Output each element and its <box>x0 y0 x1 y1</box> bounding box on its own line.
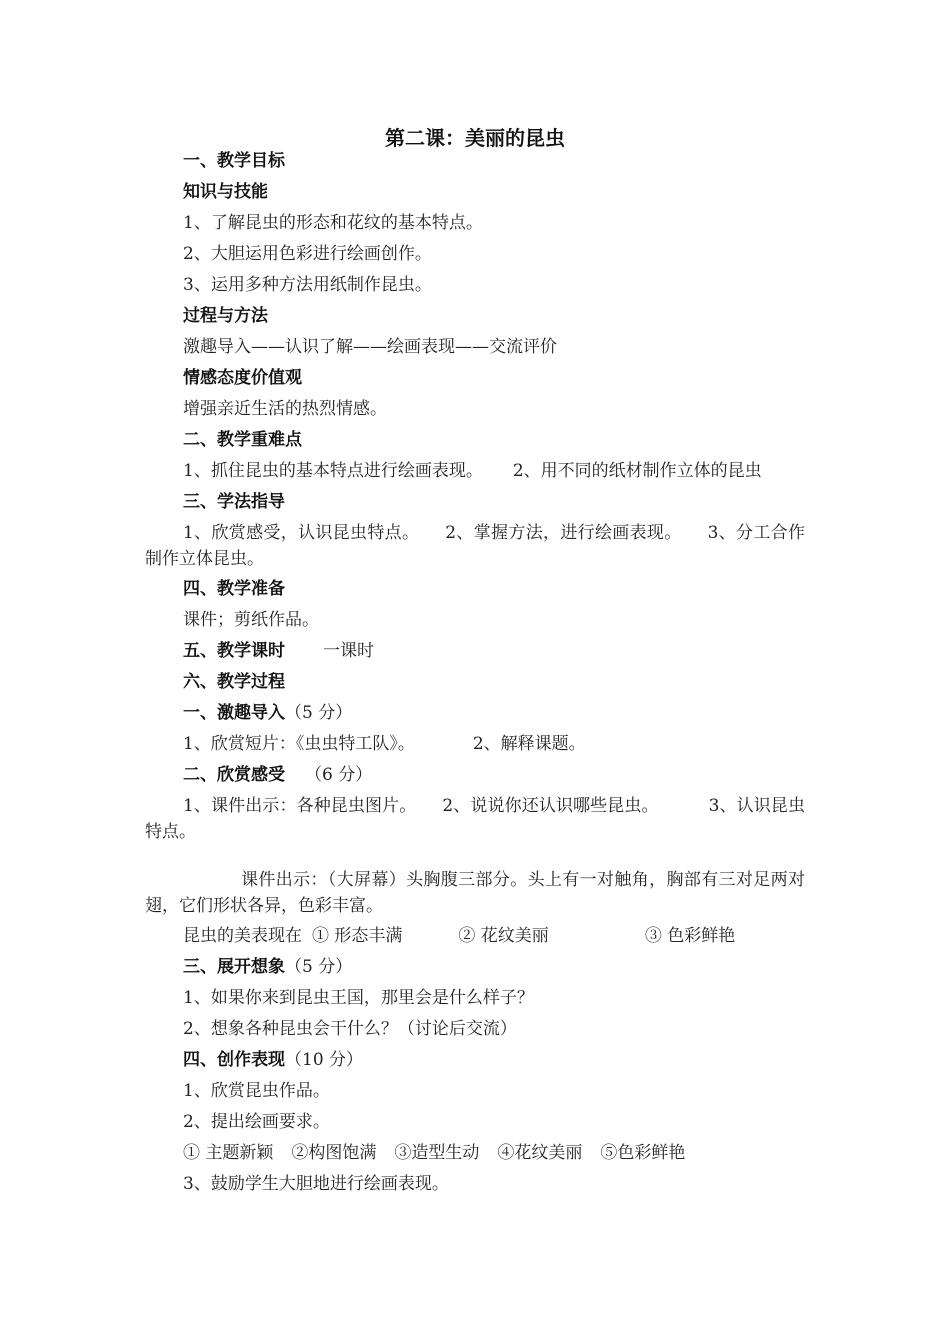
requirement-4: ④花纹美丽 <box>497 1143 583 1163</box>
step-4-item-3: 3、鼓励学生大胆地进行绘画表现。 <box>183 1174 449 1194</box>
section-study-guide-heading: 三、学法指导 <box>183 492 285 512</box>
step-2-heading: 二、欣赏感受 <box>183 765 285 785</box>
emotion-text: 增强亲近生活的热烈情感。 <box>183 399 387 419</box>
key-points-line <box>183 458 823 484</box>
goal-item-1: 1、了解昆虫的形态和花纹的基本特点。 <box>183 213 483 233</box>
step-2-heading-line <box>183 762 813 788</box>
preparation-text: 课件；剪纸作品。 <box>183 610 319 630</box>
step-4-heading-line <box>183 1047 813 1073</box>
step-1-heading-line <box>183 700 813 726</box>
study-guide-item-2: 2、掌握方法，进行绘画表现。 <box>445 523 682 543</box>
insect-beauty-2: ② 花纹美丽 <box>458 926 549 946</box>
requirement-1: ① 主题新颖 <box>183 1143 274 1163</box>
subheading-knowledge-skills: 知识与技能 <box>183 182 268 202</box>
document-title: 第二课：美丽的昆虫 <box>385 126 565 150</box>
section-teaching-process-heading: 六、教学过程 <box>183 672 285 692</box>
step-3-heading-line <box>183 954 813 980</box>
requirement-3: ③造型生动 <box>394 1143 480 1163</box>
goal-item-3: 3、运用多种方法用纸制作昆虫。 <box>183 275 432 295</box>
study-guide-paragraph <box>145 520 805 572</box>
step-3-item-1: 1、如果你来到昆虫王国，那里会是什么样子？ <box>183 988 534 1008</box>
goal-item-2: 2、大胆运用色彩进行绘画创作。 <box>183 244 432 264</box>
subheading-emotion-values: 情感态度价值观 <box>183 368 302 388</box>
step-1-item-2: 2、解释课题。 <box>472 734 586 754</box>
insect-beauty-3: ③ 色彩鲜艳 <box>644 926 736 946</box>
step-2-items-paragraph <box>145 793 805 845</box>
insect-beauty-label: 昆虫的美表现在 <box>183 926 302 946</box>
key-point-2: 2、用不同的纸材制作立体的昆虫 <box>512 461 762 481</box>
study-guide-item-3: 3、分工合作制作立体昆虫。 <box>145 523 805 569</box>
step-1-items-line <box>183 731 813 757</box>
requirement-2: ②构图饱满 <box>291 1143 377 1163</box>
step-2-time: （6 分） <box>305 765 373 785</box>
step-4-heading: 四、创作表现 <box>183 1050 285 1070</box>
insect-beauty-1: ① 形态丰满 <box>312 926 403 946</box>
lesson-hours-value: 一课时 <box>323 641 374 661</box>
section-teaching-goals-heading: 一、教学目标 <box>183 151 285 171</box>
requirement-5: ⑤色彩鲜艳 <box>600 1143 686 1163</box>
section-preparation-heading: 四、教学准备 <box>183 579 285 599</box>
step-2-item-1: 1、课件出示：各种昆虫图片。 <box>183 796 417 816</box>
step-2-item-2: 2、说说你还认识哪些昆虫。 <box>442 796 659 816</box>
step-3-item-2: 2、想象各种昆虫会干什么？（讨论后交流） <box>183 1019 517 1039</box>
step-2-slide-paragraph: 课件出示：（大屏幕）头胸腹三部分。头上有一对触角，胸部有三对足两对翅，它们形状各异，色彩丰富。 <box>145 870 805 916</box>
step-4-time: （10 分） <box>285 1050 364 1070</box>
step-4-item-1: 1、欣赏昆虫作品。 <box>183 1081 330 1101</box>
step-4-item-2: 2、提出绘画要求。 <box>183 1112 330 1132</box>
step-1-time: （5 分） <box>285 703 353 723</box>
insect-beauty-line <box>183 923 813 949</box>
subheading-process-method: 过程与方法 <box>183 306 268 326</box>
step-2-item-3: 3、认识昆虫特点。 <box>145 796 805 842</box>
section-key-points-heading: 二、教学重难点 <box>183 430 302 450</box>
step-3-heading: 三、展开想象 <box>183 957 285 977</box>
lesson-hours-line <box>183 638 813 664</box>
study-guide-item-1: 1、欣赏感受，认识昆虫特点。 <box>183 523 420 543</box>
step-3-time: （5 分） <box>285 957 353 977</box>
process-flow-text: 激趣导入——认识了解——绘画表现——交流评价 <box>183 337 557 357</box>
step-1-heading: 一、激趣导入 <box>183 703 285 723</box>
section-lesson-hours-heading: 五、教学课时 <box>183 641 285 661</box>
drawing-requirements-line <box>183 1140 813 1166</box>
step-1-item-1: 1、欣赏短片：《虫虫特工队》。 <box>183 734 415 754</box>
key-point-1: 1、抓住昆虫的基本特点进行绘画表现。 <box>183 461 483 481</box>
